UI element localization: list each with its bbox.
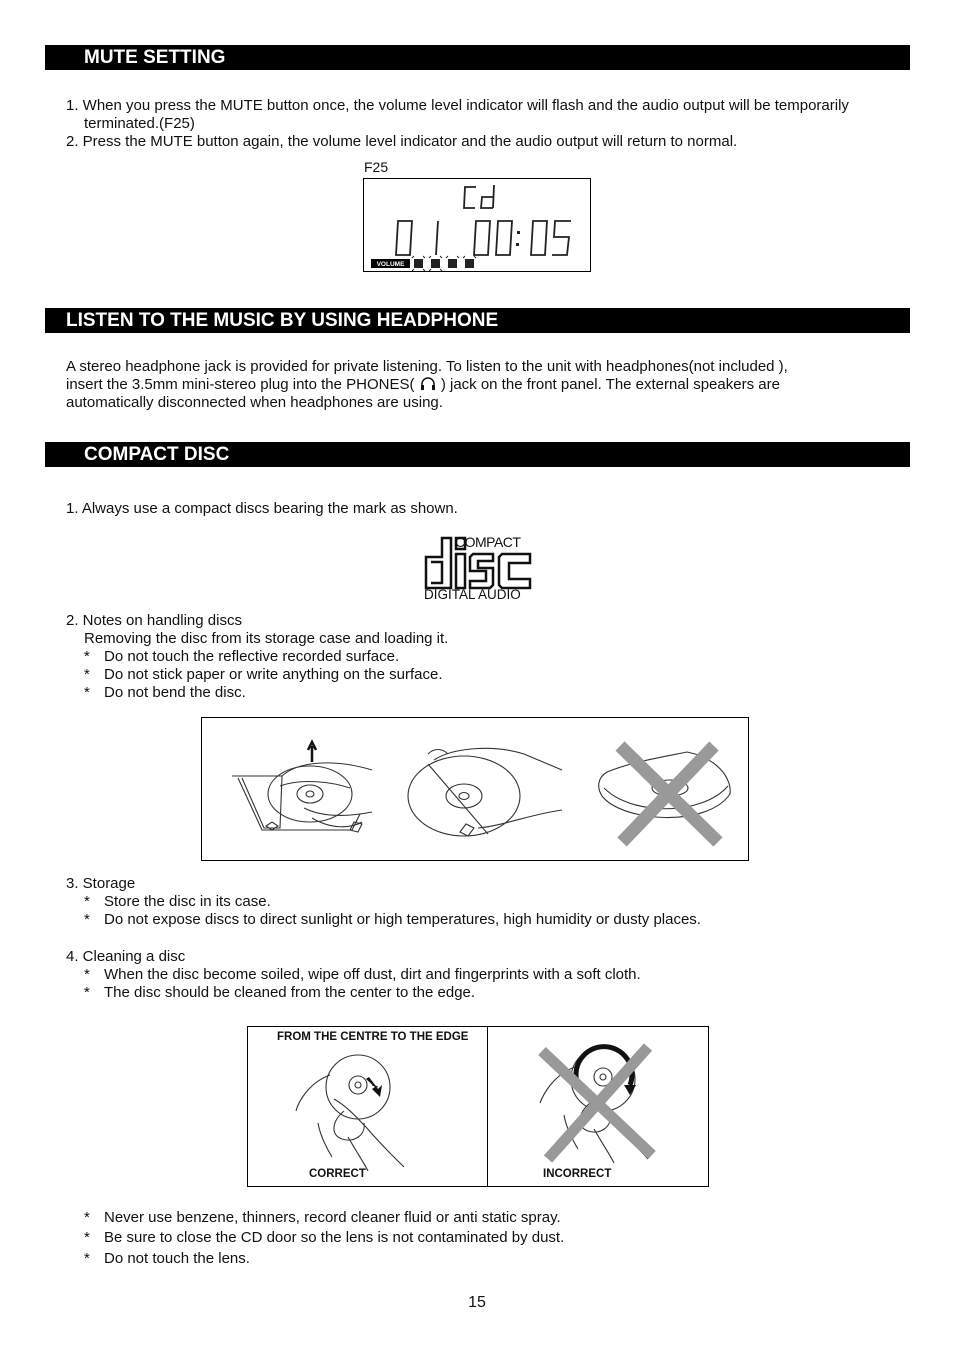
mute-item-1-cont: terminated.(F25) [84, 115, 195, 132]
figure-label: F25 [364, 159, 389, 175]
bullet-mark: * [84, 648, 90, 665]
bullet-text: Do not touch the reflective recorded surface. [104, 648, 400, 665]
bullet-mark: * [84, 1209, 90, 1226]
section-header-headphone [45, 308, 910, 333]
bullet-text: The disc should be cleaned from the center to the edge. [104, 984, 476, 1001]
section-title: COMPACT DISC [84, 444, 230, 465]
logo-digital-audio-text: DIGITAL AUDIO [424, 587, 521, 602]
bullet-mark: * [84, 666, 90, 683]
cd-item-3-bullet [84, 911, 701, 929]
cd-item-2-bullet [84, 666, 443, 684]
correct-label: CORRECT [309, 1168, 366, 1180]
cd-item-1: 1. Always use a compact discs bearing the mark as shown. [66, 500, 458, 517]
section-title: MUTE SETTING [84, 47, 226, 68]
bullet-text: Never use benzene, thinners, record cleaner fluid or anti static spray. [104, 1209, 561, 1226]
disc-cleaning-illustration [247, 1026, 709, 1187]
final-bullet [84, 1209, 561, 1227]
bullet-text: Do not expose discs to direct sunlight or high temperatures, high humidity or dusty places. [104, 911, 701, 928]
section-title: LISTEN TO THE MUSIC BY USING HEADPHONE [66, 310, 499, 331]
cleaning-heading: FROM THE CENTRE TO THE EDGE [277, 1031, 469, 1043]
cd-item-4: 4. Cleaning a disc [66, 948, 186, 965]
headphone-text-2 [66, 376, 780, 394]
logo-compact-text: COMPACT [455, 534, 521, 550]
disc-handling-illustration [201, 717, 749, 861]
headphone-text-2b: ) jack on the front panel. The external speakers are [440, 376, 780, 393]
cd-item-2-bullet [84, 684, 246, 702]
cd-item-4-bullet [84, 966, 641, 984]
mute-item-2: 2. Press the MUTE button again, the volume level indicator and the audio output will return to normal. [66, 133, 738, 150]
cd-item-3: 3. Storage [66, 875, 136, 892]
incorrect-label: INCORRECT [543, 1168, 612, 1180]
section-header-compact-disc [45, 442, 910, 467]
bullet-text: Do not stick paper or write anything on the surface. [104, 666, 443, 683]
bullet-text: Store the disc in its case. [104, 893, 271, 910]
headphone-text-3: automatically disconnected when headphones are using. [66, 394, 443, 411]
headphone-text-2a: insert the 3.5mm mini-stereo plug into the PHONES( [66, 376, 415, 393]
cd-item-2-subtitle: Removing the disc from its storage case and loading it. [84, 630, 449, 647]
mute-item-1: 1. When you press the MUTE button once, the volume level indicator will flash and the audio output will be temporarily [66, 97, 849, 114]
cd-item-4-bullet [84, 984, 476, 1002]
bullet-mark: * [84, 893, 90, 910]
lcd-display-graphic [364, 179, 590, 271]
bullet-text: When the disc become soiled, wipe off dust, dirt and fingerprints with a soft cloth. [104, 966, 641, 983]
final-bullet [84, 1250, 250, 1268]
page-number: 15 [468, 1294, 486, 1311]
section-header-mute [45, 45, 910, 70]
bullet-mark: * [84, 1229, 90, 1246]
bullet-text: Be sure to close the CD door so the lens is not contaminated by dust. [104, 1229, 565, 1246]
cd-item-2-bullet [84, 648, 400, 666]
compact-disc-logo [422, 535, 534, 607]
bullet-mark: * [84, 911, 90, 928]
logo-disc-lettering [422, 535, 534, 591]
bullet-mark: * [84, 684, 90, 701]
headphone-text-1: A stereo headphone jack is provided for private listening. To listen to the unit with headphones(not included ), [66, 358, 788, 375]
bullet-mark: * [84, 1250, 90, 1267]
headphone-icon [419, 377, 437, 391]
bullet-mark: * [84, 966, 90, 983]
disc-handling-drawing [202, 718, 748, 860]
cd-item-2: 2. Notes on handling discs [66, 612, 242, 629]
final-bullet [84, 1229, 565, 1247]
lcd-display [363, 178, 591, 272]
cd-item-3-bullet [84, 893, 271, 911]
bullet-text: Do not touch the lens. [104, 1250, 250, 1267]
bullet-text: Do not bend the disc. [104, 684, 246, 701]
disc-cleaning-drawing [248, 1027, 708, 1186]
volume-label: VOLUME [376, 261, 405, 268]
bullet-mark: * [84, 984, 90, 1001]
